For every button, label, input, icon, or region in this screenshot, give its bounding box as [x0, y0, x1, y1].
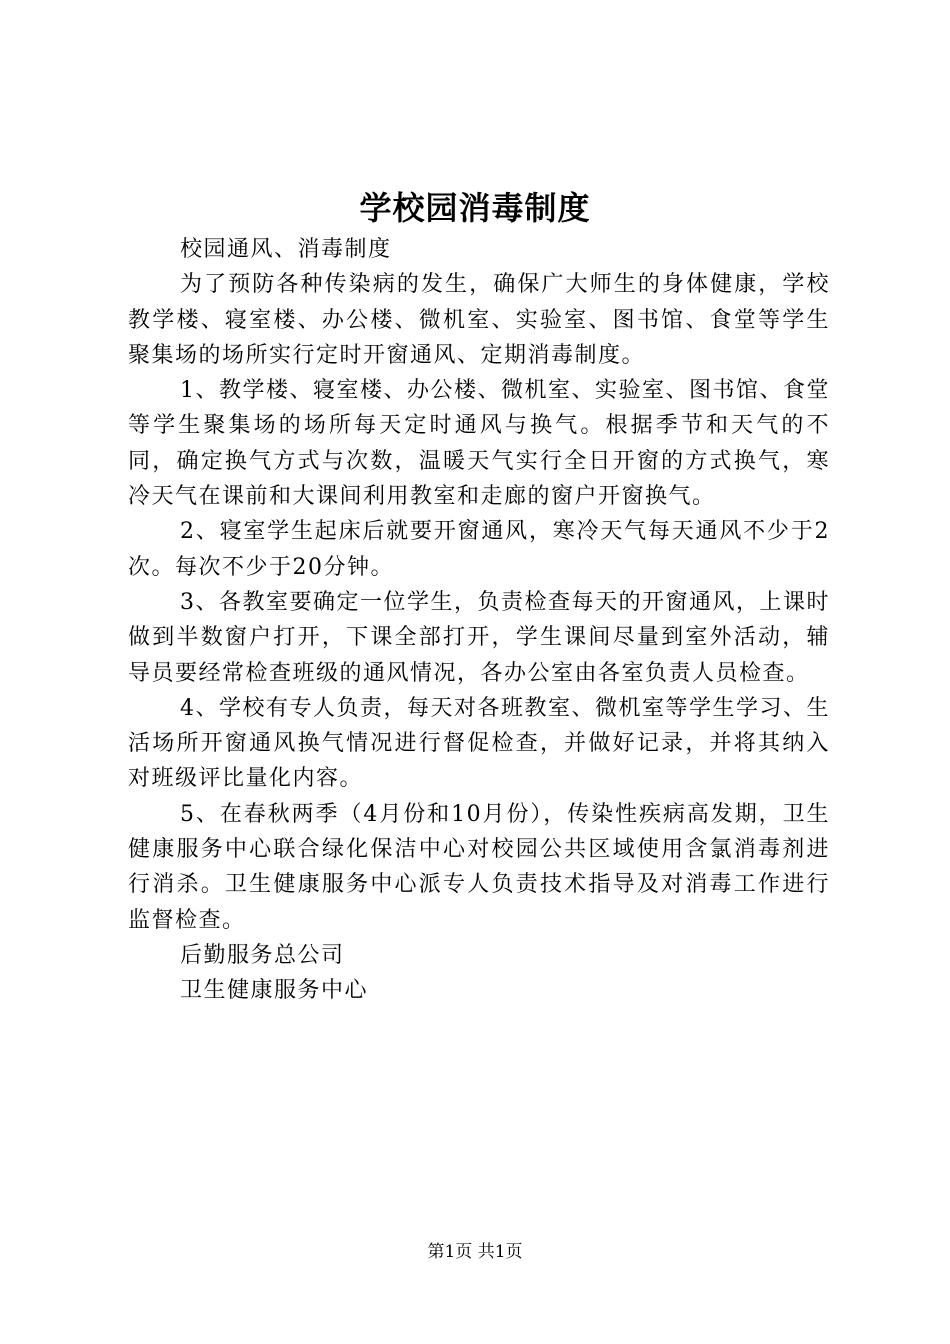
rule-paragraph-3: 3、各教室要确定一位学生，负责检查每天的开窗通风，上课时做到半数窗户打开，下课全部打开，学生课间尽量到室外活动，辅导员要经常检查班级的通风情况，各办公室由各室负责人员检查。: [128, 589, 830, 686]
rule-paragraph-2: 2、寝室学生起床后就要开窗通风，寒冷天气每天通风不少于2次。每次不少于20分钟。: [128, 519, 830, 580]
signature-center: 卫生健康服务中心: [180, 978, 369, 1004]
rule-paragraph-5: 5、在春秋两季（4月份和10月份），传染性疾病高发期，卫生健康服务中心联合绿化保洁中心对校园公共区域使用含氯消毒剂进行消杀。卫生健康服务中心派专人负责技术指导及对消毒工作进行监督检查。: [128, 801, 830, 933]
rule-paragraph-1: 1、教学楼、寝室楼、办公楼、微机室、实验室、图书馆、食堂等学生聚集场的场所每天定时通风与换气。根据季节和天气的不同，确定换气方式与次数，温暖天气实行全日开窗的方式换气，寒冷天气在课前和大课间利用教室和走廊的窗户开窗换气。: [128, 378, 830, 510]
rule-paragraph-4: 4、学校有专人负责，每天对各班教室、微机室等学生学习、生活场所开窗通风换气情况进行督促检查，并做好记录，并将其纳入对班级评比量化内容。: [128, 695, 830, 792]
signature-company: 后勤服务总公司: [180, 942, 345, 968]
document-body: [128, 232, 830, 1009]
section-heading: 校园通风、消毒制度: [180, 237, 392, 262]
page-footer: 第1页 共1页: [427, 1242, 523, 1262]
intro-paragraph: 为了预防各种传染病的发生，确保广大师生的身体健康，学校教学楼、寝室楼、办公楼、微机室、实验室、图书馆、食堂等学生聚集场的场所实行定时开窗通风、定期消毒制度。: [128, 272, 830, 368]
document-title: 学校园消毒制度: [359, 189, 591, 227]
